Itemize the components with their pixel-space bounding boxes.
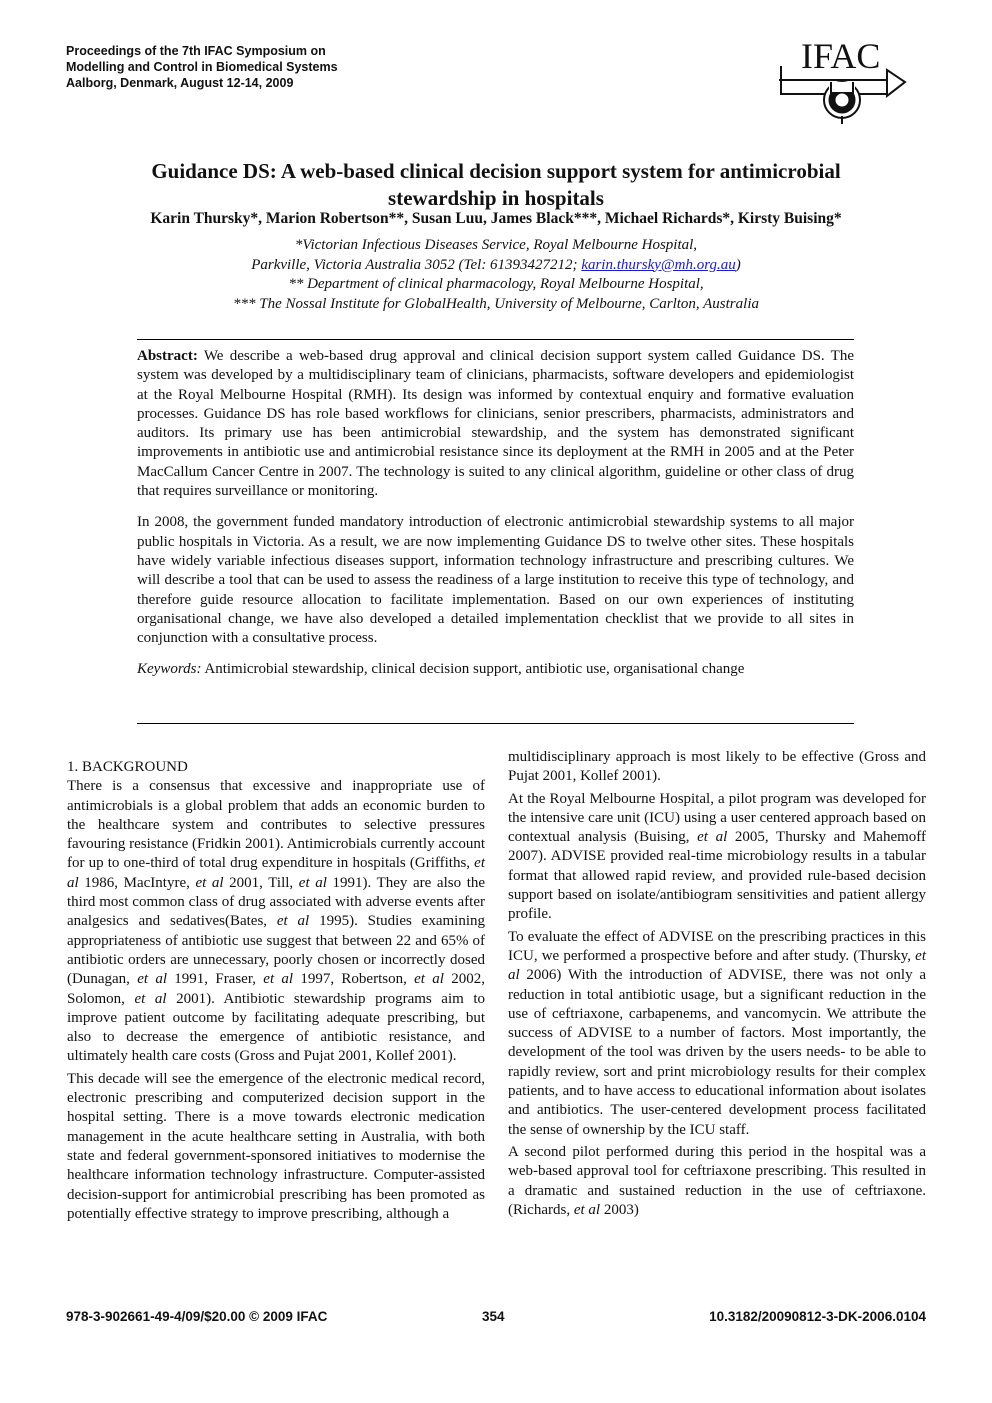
proceedings-line: Aalborg, Denmark, August 12-14, 2009 xyxy=(66,76,294,90)
et-al-italic: et al xyxy=(414,971,444,988)
keywords-label: Keywords: xyxy=(137,661,202,678)
left-column xyxy=(67,758,485,1227)
et-al-italic: et al xyxy=(134,990,167,1007)
abstract-paragraph xyxy=(137,347,854,501)
right-column xyxy=(508,748,926,1223)
keywords xyxy=(137,660,854,679)
title-line: stewardship in hospitals xyxy=(388,186,604,210)
abstract-paragraph: In 2008, the government funded mandatory introduction of electronic antimicrobial stewardship systems to all major public hospitals in Victoria. As a result, we are now implementing Guidance DS to twelve other sites. These hospitals have widely variable infectious diseases support, information technology infrastructure and prescribing cultures. We will describe a tool that can be used to assess the readiness of a large institution to receive this type of technology, and therefore guide resource allocation to facilitate implementation. Based on our own experiences of instituting organisational change, we have also developed a detailed implementation checklist that we provide to all sites in conjunction with a consultative process. xyxy=(137,514,854,647)
author-email-link[interactable]: karin.thursky@mh.org.au xyxy=(581,256,736,273)
affiliation-line: ** Department of clinical pharmacology, Royal Melbourne Hospital, xyxy=(288,276,704,292)
affiliations xyxy=(60,236,932,314)
abstract-label: Abstract: xyxy=(137,348,198,364)
body-paragraph: multidisciplinary approach is most likely to be effective (Gross and Pujat 2001, Kollef 2001). xyxy=(508,749,926,785)
et-al-italic: et al xyxy=(508,947,926,984)
body-paragraph: This decade will see the emergence of the electronic medical record, electronic prescribing and computerized decision support in the hospital setting. There is a move towards electronic medication management in the acute healthcare setting in Australia, with both state and federal government-sponsored initiatives to modernise the healthcare information technology infrastructure. Computer-assisted decision-support for antimicrobial prescribing has been promoted as potentially effective strategy to improve prescribing, although a xyxy=(67,1070,485,1222)
proceedings-line: Modelling and Control in Biomedical Systems xyxy=(66,60,338,74)
ifac-logo xyxy=(775,38,910,126)
footer-isbn: 978-3-902661-49-4/09/$20.00 © 2009 IFAC xyxy=(66,1309,328,1324)
et-al-italic: et al xyxy=(276,913,310,930)
et-al-italic: et al xyxy=(298,874,327,891)
proceedings-header xyxy=(66,43,486,91)
et-al-italic: et al xyxy=(263,971,294,988)
abstract-section xyxy=(137,347,854,680)
affiliation-line: *Victorian Infectious Diseases Service, Royal Melbourne Hospital, xyxy=(294,237,698,253)
body-paragraph: At the Royal Melbourne Hospital, a pilot program was developed for the intensive care unit (ICU) using a user centered approach based on contextual analysis (Buising, et al 2005, Thursky and Mahemoff 2007). ADVISE provided real-time microbiology results in a tabular format that allowed rapid review, and provided rule-based decision support based on isolate/antibiogram sensitivities and patient allergy profile. xyxy=(508,790,926,923)
affiliation-line xyxy=(60,256,932,276)
affiliation-text: ) xyxy=(735,256,741,273)
et-al-italic: et al xyxy=(697,829,728,846)
paper-authors: Karin Thursky*, Marion Robertson**, Susan Luu, James Black***, Michael Richards*, Kirsty Buising* xyxy=(150,210,842,227)
abstract-text: We describe a web-based drug approval and clinical decision support system called Guidance DS. The system was developed by a multidisciplinary team of clinicians, pharmacists, software developers and epidemiologist at the Royal Melbourne Hospital (RMH). Its design was informed by contextual enquiry and formative evaluation processes. Guidance DS has role based workflows for clinicians, senior prescribers, pharmacists, administrators and auditors. Its primary use has been antimicrobial stewardship, and the system has demonstrated significant improvements in antibiotic use and antimicrobial resistance since its deployment at the RMH in 2005 and at the Peter MacCallum Cancer Centre in 2007. The technology is suited to any clinical algorithm, guideline or other class of drug that requires surveillance or monitoring. xyxy=(137,348,854,500)
et-al-italic: et al xyxy=(67,855,485,891)
abstract-top-rule xyxy=(137,339,854,340)
page-number: 354 xyxy=(482,1309,505,1324)
affiliation-text: Parkville, Victoria Australia 3052 (Tel: 61393427212; xyxy=(251,256,582,273)
keywords-text: Antimicrobial stewardship, clinical decision support, antibiotic use, organisational change xyxy=(201,661,745,678)
page-footer xyxy=(66,1309,926,1329)
et-al-italic: et al xyxy=(573,1201,601,1218)
title-line: Guidance DS: A web-based clinical decision support system for antimicrobial xyxy=(151,159,841,183)
footer-doi: 10.3182/20090812-3-DK-2006.0104 xyxy=(709,1309,926,1324)
body-paragraph: To evaluate the effect of ADVISE on the prescribing practices in this ICU, we performed a prospective before and after study. (Thursky, et al 2006) With the introduction of ADVISE, there was not only a reduction in total antibiotic usage, but a significant reduction in the use of ceftriaxone, carbapenems, and vancomycin. We attribute the success of ADVISE to a number of factors. Most importantly, the development of the tool was driven by the users needs- to be able to rapidly review, sort and print microbiology results for their complex patients, and to have access to educational information about isolates and antibiotics. The user-centered development process facilitated the sense of ownership by the ICU staff. xyxy=(508,928,926,1138)
abstract-bottom-rule xyxy=(137,723,854,724)
logo-text: IFAC xyxy=(801,38,881,76)
section-heading: 1. BACKGROUND xyxy=(67,759,188,775)
affiliation-line: *** The Nossal Institute for GlobalHealth, University of Melbourne, Carlton, Australia xyxy=(233,295,759,312)
body-paragraph: A second pilot performed during this period in the hospital was a web-based approval tool for ceftriaxone prescribing. This resulted in a dramatic and sustained reduction in the use of ceftriaxone. (Richards, et al 2003) xyxy=(508,1143,926,1218)
body-paragraph: There is a consensus that excessive and inappropriate use of antimicrobials is a global problem that adds an economic burden to the healthcare system and contributes to selective pressures favouring resistance (Fridkin 2001). Antimicrobials currently account for up to one-third of total drug expenditure in hospitals (Griffiths, et al 1986, MacIntyre, et al 2001, Till, et al 1991). They are also the third most common class of drug associated with adverse events after analgesics and sedatives(Bates, et al 1995). Studies examining appropriateness of antibiotic use suggest that between 22 and 65% of antibiotic orders are unnecessary, poorly chosen or incorrectly dosed (Dunagan, et al 1991, Fraser, et al 1997, Robertson, et al 2002, Solomon, et al 2001). Antibiotic stewardship programs aim to improve patient outcome by facilitating adequate prescribing, but also to decrease the emergence of antibiotic resistance, and ultimately health care costs (Gross and Pujat 2001, Kollef 2001). xyxy=(67,778,486,1065)
et-al-italic: et al xyxy=(195,874,224,891)
et-al-italic: et al xyxy=(137,971,167,988)
proceedings-line: Proceedings of the 7th IFAC Symposium on xyxy=(66,44,326,58)
paper-title xyxy=(60,158,932,212)
